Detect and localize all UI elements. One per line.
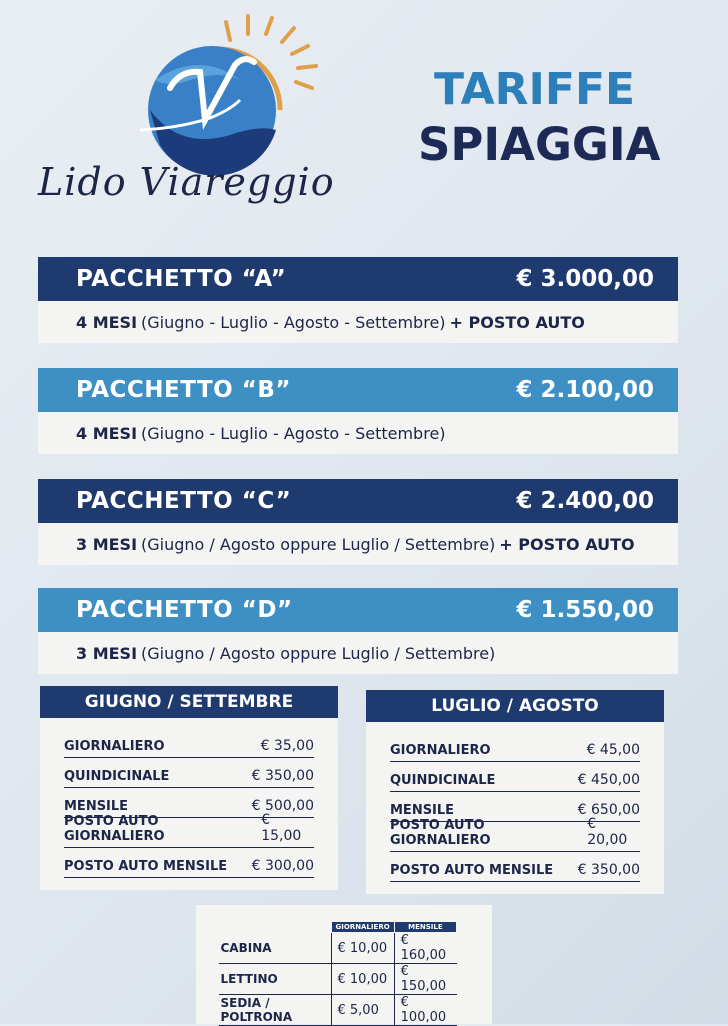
package-name: PACCHETTO “C” [76, 488, 292, 514]
package-name: PACCHETTO “A” [76, 266, 287, 292]
rate-value: € 45,00 [586, 742, 640, 758]
rate-row [390, 732, 640, 762]
package-price: € 2.400,00 [516, 488, 654, 514]
rate-row [390, 852, 640, 882]
package-header [38, 368, 678, 412]
rate-label: POSTO AUTO GIORNALIERO [390, 818, 491, 848]
package-period: (Giugno / Agosto oppure Luglio / Settembre) [141, 643, 496, 663]
rates-low-title: GIUGNO / SETTEMBRE [40, 686, 338, 718]
package-name: PACCHETTO “D” [76, 597, 293, 623]
rate-label: MENSILE [390, 803, 455, 818]
extras-monthly-value: € 100,00 [394, 995, 457, 1026]
rate-value: € 450,00 [577, 772, 640, 788]
extras-daily-value: € 10,00 [331, 964, 394, 995]
rate-row [390, 762, 640, 792]
brand-name: Lido Viareggio [38, 160, 335, 204]
package-months: 3 MESI [76, 534, 138, 554]
package-months: 4 MESI [76, 312, 138, 332]
extras-daily-value: € 5,00 [331, 995, 394, 1026]
extras-table [218, 921, 457, 1026]
package-extra: + POSTO AUTO [499, 534, 635, 554]
rates-high-season [366, 690, 664, 894]
extras-row [219, 933, 457, 964]
package-b [38, 368, 678, 454]
package-name: PACCHETTO “B” [76, 377, 291, 403]
rate-label: POSTO AUTO MENSILE [64, 859, 228, 874]
extras-panel [196, 905, 492, 1024]
rate-label: QUINDICINALE [390, 773, 496, 788]
rate-row [64, 848, 314, 878]
extras-monthly-value: € 160,00 [394, 933, 457, 964]
package-period: (Giugno - Luglio - Agosto - Settembre) [141, 423, 446, 443]
lido-logo [30, 10, 380, 250]
rate-row [64, 728, 314, 758]
package-header [38, 479, 678, 523]
rate-value: € 15,00 [261, 812, 302, 844]
rates-low-season [40, 686, 338, 890]
extras-row [219, 995, 457, 1026]
rate-row [64, 812, 314, 848]
package-months: 4 MESI [76, 423, 138, 443]
extras-label: SEDIA / POLTRONA [219, 995, 332, 1026]
rates-low-list [40, 718, 338, 890]
extras-monthly-value: € 150,00 [394, 964, 457, 995]
rate-value: € 300,00 [251, 858, 314, 874]
page-title-line1: TARIFFE [434, 64, 636, 115]
package-a [38, 257, 678, 343]
package-description [38, 632, 678, 674]
extras-label: LETTINO [219, 964, 332, 995]
rates-high-list [366, 722, 664, 894]
rate-value: € 350,00 [577, 862, 640, 878]
rate-label: POSTO AUTO MENSILE [390, 863, 554, 878]
extras-corner [219, 922, 332, 933]
extras-header-row [219, 922, 457, 933]
extras-col-monthly: MENSILE [394, 922, 457, 933]
rate-label: MENSILE [64, 799, 129, 814]
page-title-line2: SPIAGGIA [418, 118, 661, 171]
extras-col-daily: GIORNALIERO [331, 922, 394, 933]
rate-label: QUINDICINALE [64, 769, 170, 784]
rate-value: € 20,00 [587, 816, 628, 848]
rates-high-title: LUGLIO / AGOSTO [366, 690, 664, 722]
package-header [38, 588, 678, 632]
extras-label: CABINA [219, 933, 332, 964]
package-c [38, 479, 678, 565]
package-header [38, 257, 678, 301]
package-price: € 3.000,00 [516, 266, 654, 292]
package-period: (Giugno / Agosto oppure Luglio / Settembre) [141, 534, 496, 554]
rate-label: GIORNALIERO [64, 739, 165, 754]
extras-daily-value: € 10,00 [331, 933, 394, 964]
package-price: € 1.550,00 [516, 597, 654, 623]
package-extra: + POSTO AUTO [449, 312, 585, 332]
rate-value: € 650,00 [577, 802, 640, 818]
package-period: (Giugno - Luglio - Agosto - Settembre) [141, 312, 446, 332]
rate-row [64, 758, 314, 788]
extras-row [219, 964, 457, 995]
rate-value: € 35,00 [260, 738, 314, 754]
package-description [38, 523, 678, 565]
package-d [38, 588, 678, 674]
package-months: 3 MESI [76, 643, 138, 663]
package-description [38, 412, 678, 454]
rate-value: € 350,00 [251, 768, 314, 784]
package-description [38, 301, 678, 343]
rate-value: € 500,00 [251, 798, 314, 814]
rate-row [390, 816, 640, 852]
package-price: € 2.100,00 [516, 377, 654, 403]
rate-label: POSTO AUTO GIORNALIERO [64, 814, 165, 844]
rate-label: GIORNALIERO [390, 743, 491, 758]
